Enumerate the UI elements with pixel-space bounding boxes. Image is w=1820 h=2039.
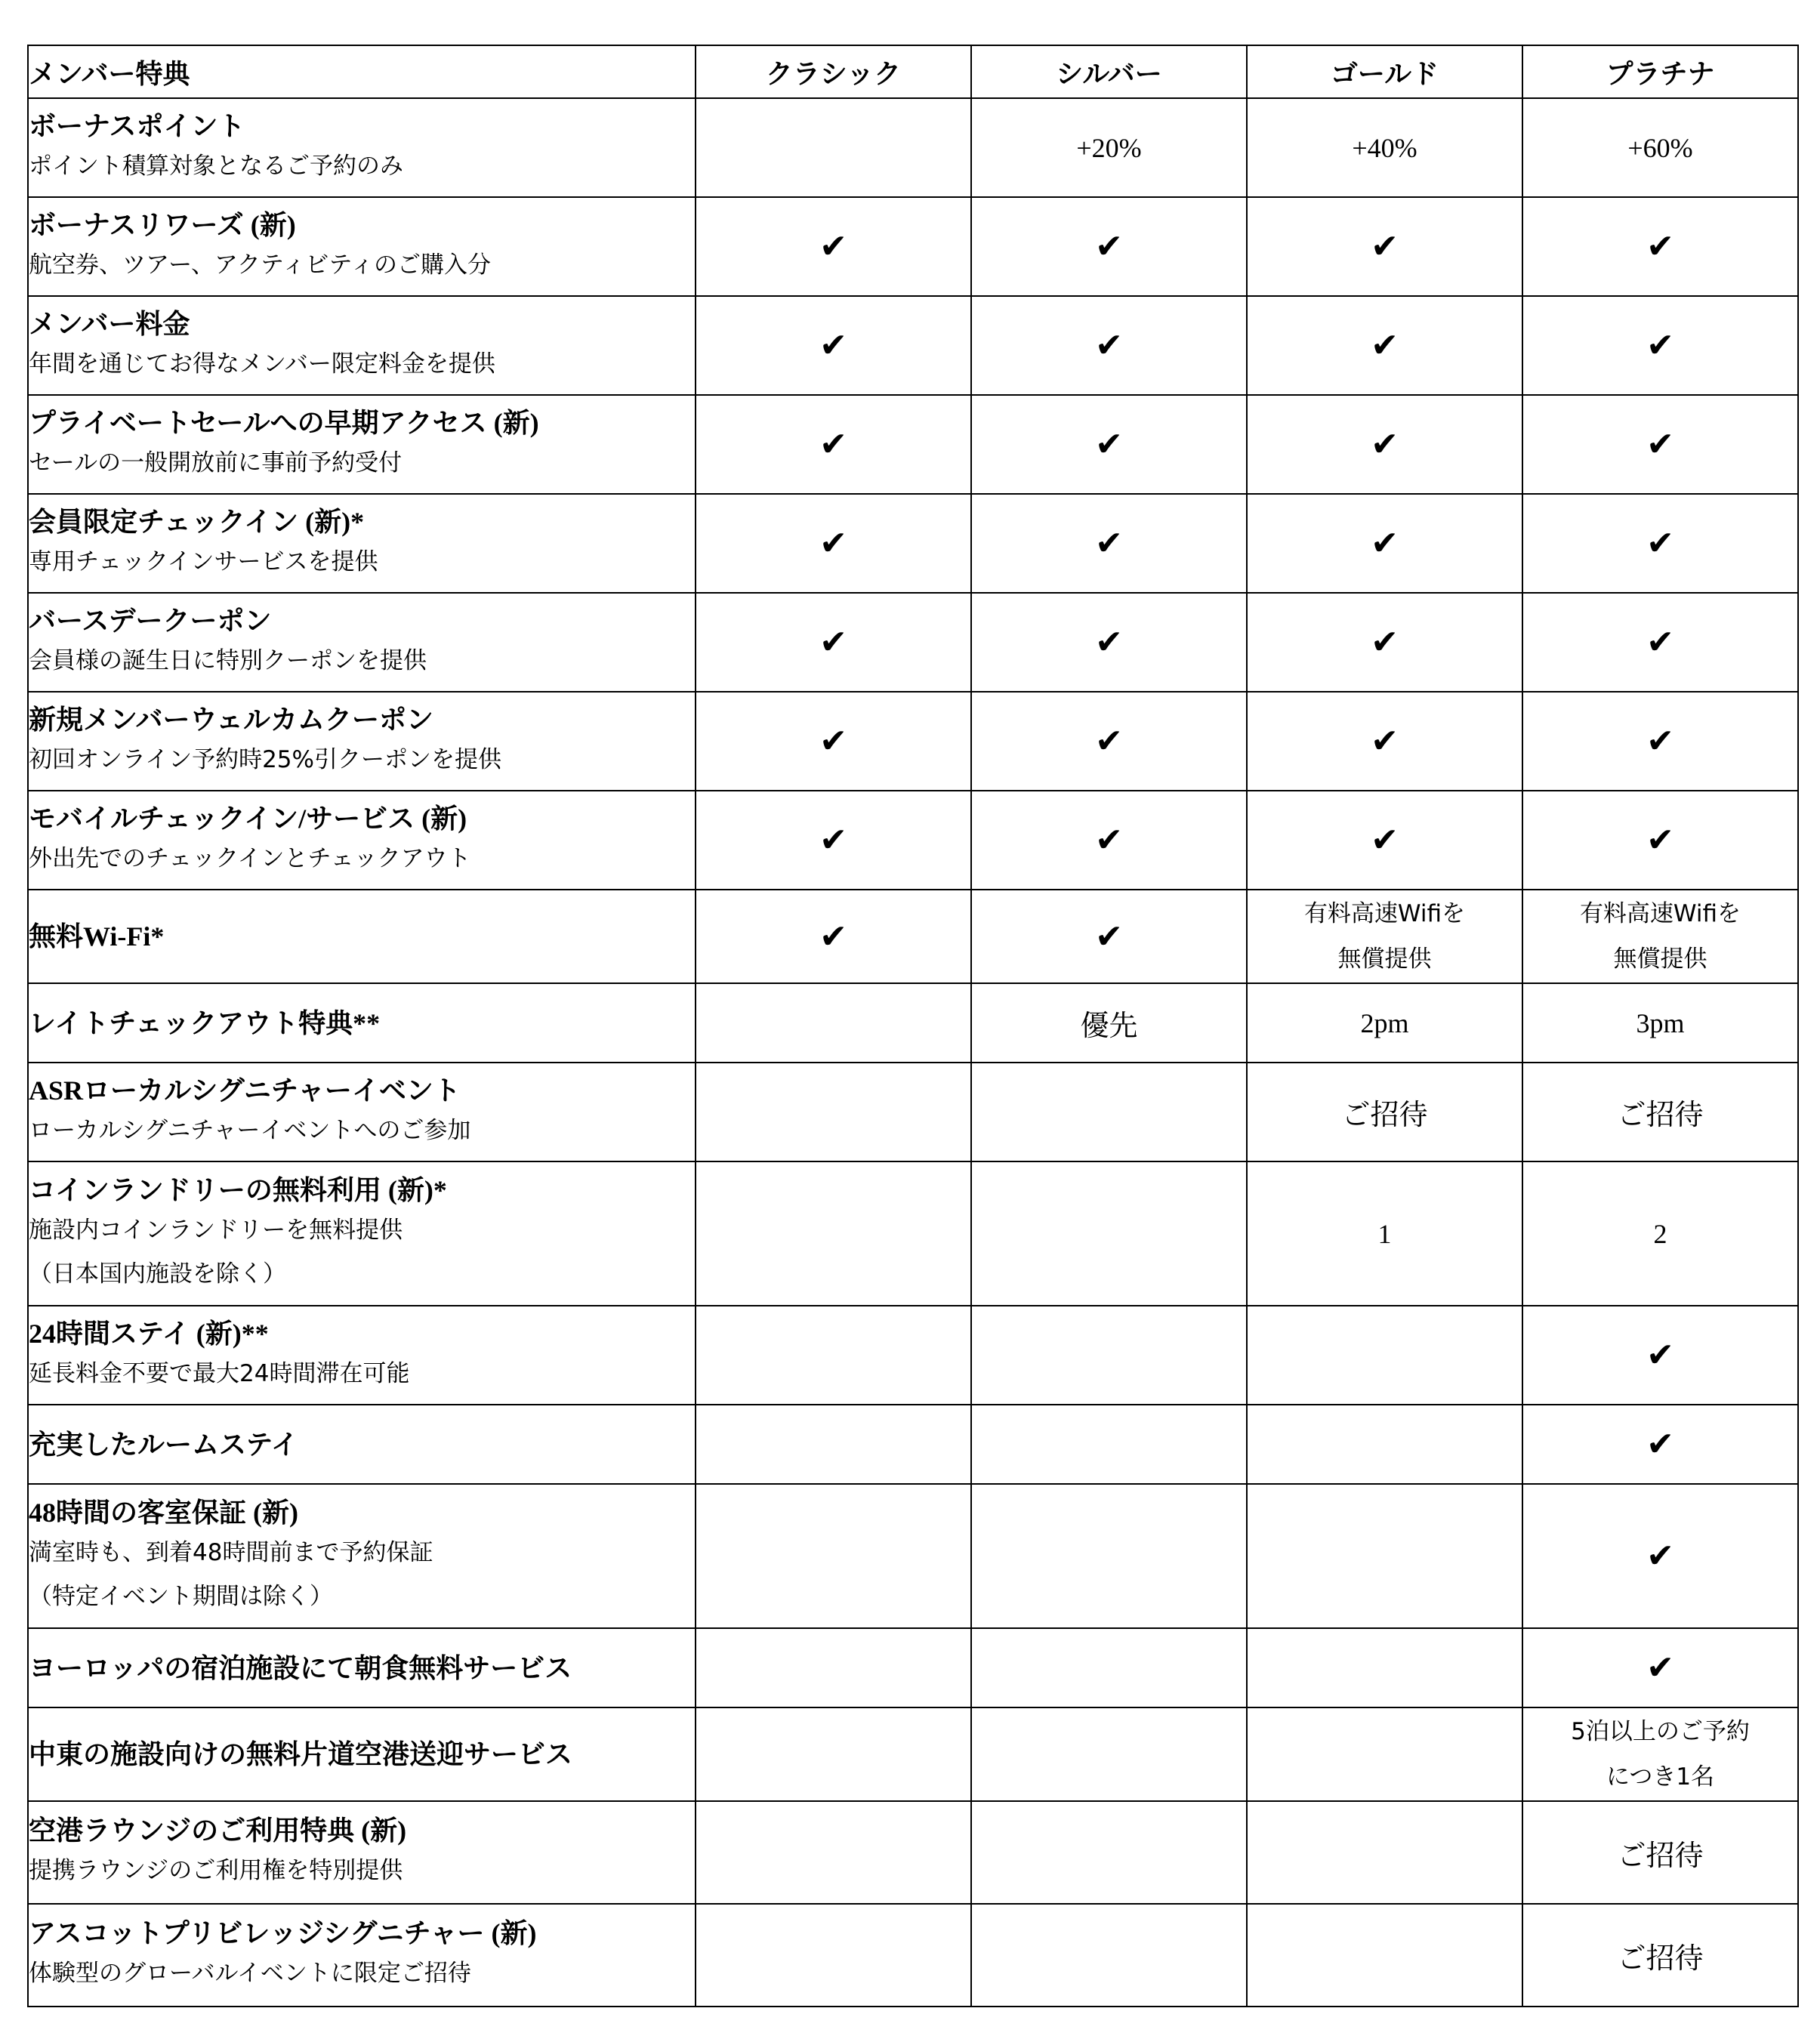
tier-cell-gold (1247, 98, 1522, 197)
tier-cell-platinum (1522, 593, 1798, 692)
header-tier-classic: クラシック (696, 45, 971, 98)
table-row (28, 1801, 1798, 1904)
benefit-title: 48時間の客室保証 (新) (29, 1497, 298, 1528)
tier-cell-gold (1247, 1484, 1522, 1628)
header-row (28, 45, 1798, 98)
tier-value-line: 5泊以上のご予約 (1571, 1718, 1750, 1745)
tier-cell-silver (971, 1306, 1247, 1405)
tier-cell-silver (971, 1405, 1247, 1484)
checkmark-icon: ✔ (1646, 1537, 1674, 1575)
benefit-title: コインランドリーの無料利用 (新)* (29, 1174, 447, 1205)
tier-cell-platinum (1522, 296, 1798, 395)
benefit-description: 提携ラウンジのご利用権を特別提供 (29, 1857, 403, 1884)
header-tier-gold: ゴールド (1247, 45, 1522, 98)
checkmark-icon: ✔ (1371, 821, 1399, 859)
tier-cell-platinum (1522, 1904, 1798, 2007)
tier-cell-gold (1247, 1306, 1522, 1405)
tier-cell-gold (1247, 1801, 1522, 1904)
tier-cell-platinum (1522, 1628, 1798, 1707)
benefit-title: メンバー料金 (29, 308, 190, 339)
tier-cell-classic (696, 791, 971, 890)
tier-cell-classic (696, 593, 971, 692)
checkmark-icon: ✔ (819, 524, 847, 563)
tier-cell-silver (971, 494, 1247, 593)
tier-cell-platinum (1522, 1306, 1798, 1405)
tier-cell-classic (696, 197, 971, 296)
table-row (28, 1405, 1798, 1484)
tier-value: 1 (1377, 1218, 1392, 1249)
tier-cell-gold (1247, 1904, 1522, 2007)
benefit-description: 会員様の誕生日に特別クーポンを提供 (29, 646, 427, 674)
tier-cell-classic (696, 1484, 971, 1628)
checkmark-icon: ✔ (1095, 326, 1123, 365)
tier-cell-gold (1247, 197, 1522, 296)
benefit-title: 新規メンバーウェルカムクーポン (29, 704, 434, 735)
checkmark-icon: ✔ (819, 623, 847, 662)
tier-cell-platinum (1522, 983, 1798, 1063)
benefit-title: 無料Wi-Fi* (29, 921, 165, 952)
checkmark-icon: ✔ (1646, 524, 1674, 563)
checkmark-icon: ✔ (1646, 821, 1674, 859)
tier-cell-classic (696, 692, 971, 791)
tier-cell-platinum (1522, 890, 1798, 983)
table-row (28, 692, 1798, 791)
tier-cell-classic (696, 890, 971, 983)
checkmark-icon: ✔ (819, 722, 847, 760)
tier-cell-silver (971, 791, 1247, 890)
tier-value: 2pm (1360, 1007, 1409, 1038)
tier-value: +40% (1352, 132, 1417, 163)
checkmark-icon: ✔ (1095, 722, 1123, 760)
benefit-description: 専用チェックインサービスを提供 (29, 548, 378, 575)
tier-cell-silver (971, 1161, 1247, 1306)
tier-cell-classic (696, 98, 971, 197)
checkmark-icon: ✔ (1095, 425, 1123, 464)
checkmark-icon: ✔ (1371, 722, 1399, 760)
table-row (28, 983, 1798, 1063)
tier-cell-silver (971, 1707, 1247, 1801)
tier-cell-gold (1247, 1628, 1522, 1707)
tier-value: ご招待 (1617, 1941, 1704, 1975)
tier-cell-gold (1247, 1405, 1522, 1484)
tier-cell-classic (696, 1161, 971, 1306)
tier-cell-classic (696, 1306, 971, 1405)
tier-cell-platinum (1522, 1801, 1798, 1904)
benefit-description: ポイント積算対象となるご予約のみ (29, 152, 403, 180)
benefit-title: 中東の施設向けの無料片道空港送迎サービス (29, 1739, 573, 1769)
tier-value: 優先 (1080, 1009, 1138, 1042)
tier-cell-platinum (1522, 692, 1798, 791)
benefit-cell (28, 1405, 696, 1484)
benefit-cell (28, 1801, 696, 1904)
tier-cell-gold (1247, 1161, 1522, 1306)
checkmark-icon: ✔ (1646, 1425, 1674, 1464)
benefit-title: ヨーロッパの宿泊施設にて朝食無料サービス (29, 1652, 572, 1683)
benefit-cell (28, 494, 696, 593)
benefit-description: 体験型のグローバルイベントに限定ご招待 (29, 1960, 471, 1987)
tier-value-line: 無償提供 (1337, 945, 1432, 973)
checkmark-icon: ✔ (1371, 623, 1399, 662)
tier-cell-silver (971, 197, 1247, 296)
benefit-title: ボーナスポイント (29, 110, 245, 141)
tier-value-line: 無償提供 (1613, 945, 1707, 973)
tier-cell-silver (971, 1628, 1247, 1707)
header-benefit: メンバー特典 (28, 45, 696, 98)
tier-cell-platinum (1522, 1405, 1798, 1484)
tier-cell-platinum (1522, 1707, 1798, 1801)
tier-cell-classic (696, 1628, 971, 1707)
checkmark-icon: ✔ (819, 227, 847, 266)
header-tier-platinum: プラチナ (1522, 45, 1798, 98)
benefit-title: ボーナスリワーズ (新) (29, 209, 296, 240)
checkmark-icon: ✔ (1646, 425, 1674, 464)
tier-cell-platinum (1522, 197, 1798, 296)
tier-cell-silver (971, 98, 1247, 197)
benefit-title: バースデークーポン (29, 605, 272, 636)
table-row (28, 1161, 1798, 1306)
tier-cell-silver (971, 395, 1247, 494)
checkmark-icon: ✔ (819, 326, 847, 365)
table-row (28, 296, 1798, 395)
checkmark-icon: ✔ (1371, 326, 1399, 365)
benefit-cell (28, 1306, 696, 1405)
tier-cell-gold (1247, 593, 1522, 692)
benefit-title: アスコットプリビレッジシグニチャー (新) (29, 1918, 537, 1948)
benefit-title: ASRローカルシグニチャーイベント (29, 1075, 461, 1106)
benefit-cell (28, 791, 696, 890)
table-row (28, 197, 1798, 296)
tier-cell-gold (1247, 983, 1522, 1063)
table-row (28, 1628, 1798, 1707)
checkmark-icon: ✔ (1371, 425, 1399, 464)
tier-cell-silver (971, 692, 1247, 791)
benefit-cell (28, 98, 696, 197)
checkmark-icon: ✔ (819, 917, 847, 956)
benefit-cell (28, 593, 696, 692)
checkmark-icon: ✔ (1095, 227, 1123, 266)
tier-cell-gold (1247, 1707, 1522, 1801)
tier-cell-classic (696, 1063, 971, 1161)
tier-cell-platinum (1522, 395, 1798, 494)
tier-cell-gold (1247, 791, 1522, 890)
benefit-description: 満室時も、到着48時間前まで予約保証 (29, 1538, 433, 1566)
benefit-cell (28, 1904, 696, 2007)
table-row (28, 791, 1798, 890)
benefit-description: （特定イベント期間は除く） (29, 1582, 333, 1610)
checkmark-icon: ✔ (1095, 821, 1123, 859)
tier-value-line: 有料高速Wifiを (1579, 900, 1741, 927)
benefit-cell (28, 1161, 696, 1306)
tier-value: 3pm (1636, 1007, 1685, 1038)
benefit-cell (28, 1484, 696, 1628)
tier-cell-silver (971, 983, 1247, 1063)
tier-value: ご招待 (1617, 1098, 1704, 1131)
tier-value-line: 有料高速Wifiを (1303, 900, 1466, 927)
tier-cell-classic (696, 983, 971, 1063)
tier-cell-classic (696, 1904, 971, 2007)
benefit-cell (28, 1707, 696, 1801)
table-row (28, 1904, 1798, 2007)
tier-cell-classic (696, 1707, 971, 1801)
tier-cell-gold (1247, 494, 1522, 593)
tier-cell-gold (1247, 890, 1522, 983)
benefit-cell (28, 296, 696, 395)
tier-value: 2 (1653, 1218, 1667, 1249)
checkmark-icon: ✔ (1371, 524, 1399, 563)
benefit-title: 空港ラウンジのご利用特典 (新) (29, 1815, 407, 1846)
tier-cell-gold (1247, 395, 1522, 494)
benefits-table (27, 45, 1799, 2007)
checkmark-icon: ✔ (819, 821, 847, 859)
tier-cell-classic (696, 296, 971, 395)
tier-cell-platinum (1522, 98, 1798, 197)
benefit-cell (28, 983, 696, 1063)
checkmark-icon: ✔ (1095, 524, 1123, 563)
table-row (28, 395, 1798, 494)
header-tier-silver: シルバー (971, 45, 1247, 98)
checkmark-icon: ✔ (1646, 1649, 1674, 1687)
tier-cell-silver (971, 1801, 1247, 1904)
tier-cell-classic (696, 494, 971, 593)
tier-cell-platinum (1522, 1063, 1798, 1161)
table-row (28, 593, 1798, 692)
benefit-cell (28, 197, 696, 296)
tier-cell-silver (971, 1063, 1247, 1161)
tier-cell-classic (696, 1801, 971, 1904)
benefit-cell (28, 395, 696, 494)
benefit-description: 延長料金不要で最大24時間滞在可能 (29, 1359, 410, 1387)
checkmark-icon: ✔ (1646, 722, 1674, 760)
benefit-description: 施設内コインランドリーを無料提供 (29, 1216, 403, 1244)
benefit-description: 外出先でのチェックインとチェックアウト (29, 844, 471, 872)
checkmark-icon: ✔ (1646, 326, 1674, 365)
tier-cell-platinum (1522, 791, 1798, 890)
checkmark-icon: ✔ (1646, 623, 1674, 662)
benefit-description: （日本国内施設を除く） (29, 1260, 286, 1288)
tier-cell-platinum (1522, 1484, 1798, 1628)
tier-cell-platinum (1522, 494, 1798, 593)
benefit-title: レイトチェックアウト特典** (29, 1007, 381, 1038)
tier-cell-silver (971, 1484, 1247, 1628)
table-row (28, 494, 1798, 593)
table-body (28, 98, 1798, 2007)
tier-cell-classic (696, 1405, 971, 1484)
checkmark-icon: ✔ (1095, 623, 1123, 662)
benefit-description: 初回オンライン予約時25%引クーポンを提供 (29, 745, 501, 773)
benefit-title: 充実したルームステイ (29, 1429, 298, 1460)
checkmark-icon: ✔ (1371, 227, 1399, 266)
table-row (28, 1306, 1798, 1405)
tier-value: ご招待 (1341, 1098, 1428, 1131)
tier-cell-silver (971, 593, 1247, 692)
checkmark-icon: ✔ (1095, 917, 1123, 956)
tier-cell-gold (1247, 1063, 1522, 1161)
benefit-title: プライベートセールへの早期アクセス (新) (29, 407, 539, 438)
table-row (28, 1484, 1798, 1628)
tier-value: ご招待 (1617, 1838, 1704, 1872)
checkmark-icon: ✔ (1646, 227, 1674, 266)
table-row (28, 1063, 1798, 1161)
benefit-description: 年間を通じてお得なメンバー限定料金を提供 (29, 350, 495, 378)
table-row (28, 1707, 1798, 1801)
checkmark-icon: ✔ (1646, 1336, 1674, 1374)
checkmark-icon: ✔ (819, 425, 847, 464)
table-row (28, 890, 1798, 983)
table-row (28, 98, 1798, 197)
benefit-cell (28, 1628, 696, 1707)
benefit-title: モバイルチェックイン/サービス (新) (29, 803, 467, 834)
tier-cell-silver (971, 296, 1247, 395)
tier-cell-silver (971, 890, 1247, 983)
benefit-cell (28, 692, 696, 791)
benefit-cell (28, 1063, 696, 1161)
benefit-cell (28, 890, 696, 983)
tier-value: +20% (1076, 132, 1142, 163)
tier-cell-gold (1247, 692, 1522, 791)
benefit-description: ローカルシグニチャーイベントへのご参加 (29, 1116, 471, 1144)
benefit-description: 航空券、ツアー、アクティビティのご購入分 (29, 251, 491, 279)
tier-cell-classic (696, 395, 971, 494)
benefit-title: 24時間ステイ (新)** (29, 1318, 269, 1349)
tier-value-line: につき1名 (1606, 1763, 1715, 1791)
tier-value: +60% (1627, 132, 1693, 163)
benefit-description: セールの一般開放前に事前予約受付 (29, 449, 403, 477)
benefit-title: 会員限定チェックイン (新)* (29, 506, 365, 537)
tier-cell-platinum (1522, 1161, 1798, 1306)
tier-cell-silver (971, 1904, 1247, 2007)
tier-cell-gold (1247, 296, 1522, 395)
